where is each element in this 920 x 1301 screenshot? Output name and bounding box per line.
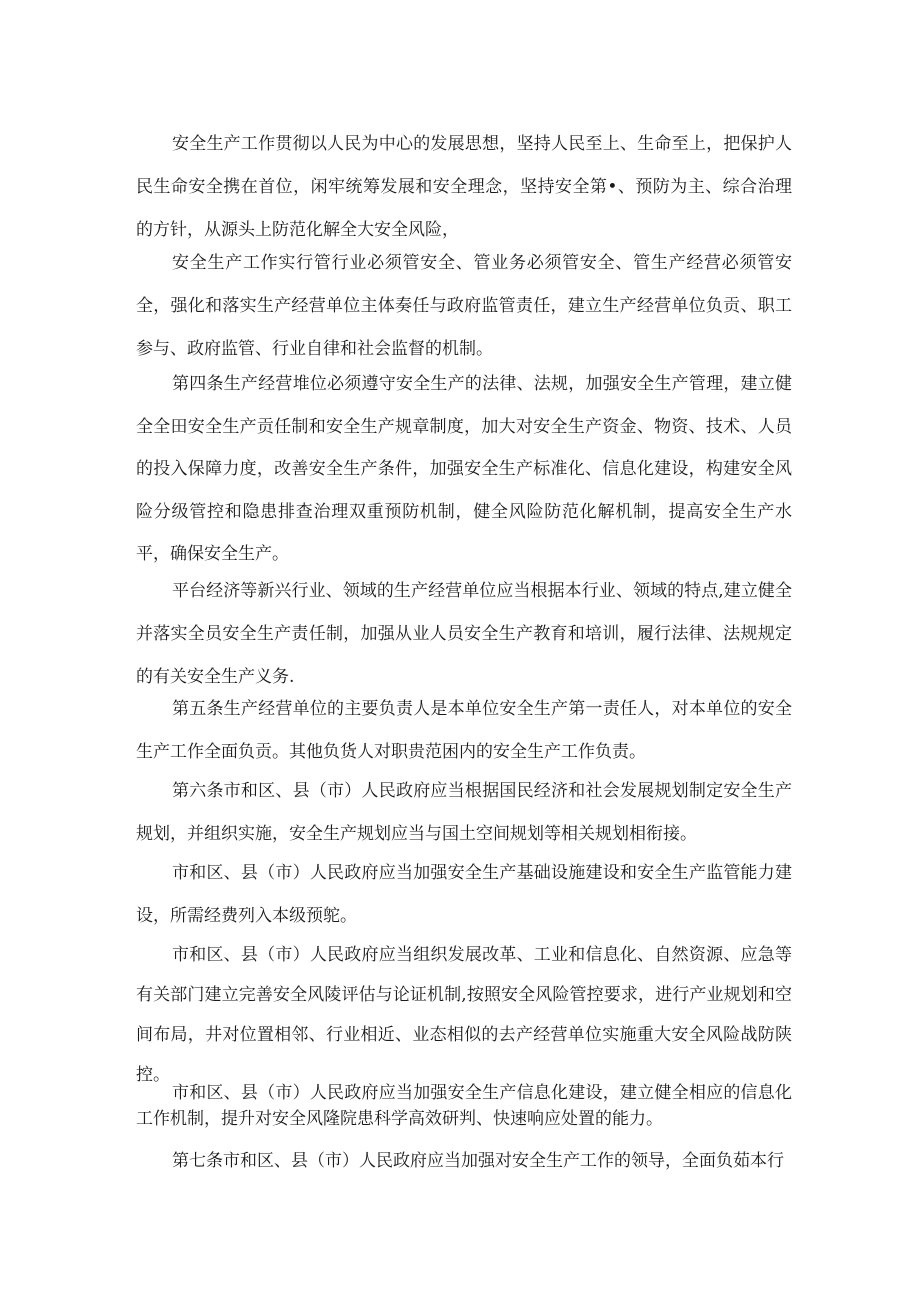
- paragraph-7: 市和区、县（市）人民政府应当加强安全生产基础设施建设和安全生产监管能力建设，所需经费列入本级预鸵。: [136, 863, 792, 926]
- paragraph-5: 第五条生产经营单位的主要负责人是本单位安全生产第一责任人，对本单位的安全生产工作全面负贡。其他负货人对职贵范困内的安全生产工作负责。: [136, 699, 792, 762]
- paragraph-8: 市和区、县（市）人民政府应当组织发展改革、工业和信息化、自然资源、应急等有关部门建立完善安全风陵评估与论证机制,按照安全风险管控要求，进行产业规划和空间布局，井对位置相邻、行业相近、业态相似的去产经营单位实施重大安全风险战防陕控。: [136, 945, 792, 1085]
- paragraph-2: 安全生产工作实行管行业必须管安全、管业务必须管安全、管生产经营必须管安全，强化和落实生产经营单位主体奏任与政府监管责任，建立生产经营单位负贡、职工参与、政府监管、行业自律和社会监督的机制。: [136, 253, 792, 359]
- paragraph-1: 安全生产工作贯彻以人民为中心的发展思想，坚持人民至上、生命至上，把保护人民生命安全携在首位，闲牢统筹发展和安全理念，坚持安全第•、预防为主、综合治理的方针，从源头上防范化解全大安全风险，: [136, 134, 792, 240]
- paragraph-9: 市和区、县（市）人民政府应当加强安全生产信息化建设，建立健全相应的信息化工作机制，提升对安全风隆院患科学高效研判、快速响应处置的能力。: [136, 1083, 792, 1129]
- paragraph-3: 第四条生产经营堆位必须遵守安全生产的法律、法规，加强安全生产管理，建立健全全田安全生产贡任制和安全生产规章制度，加大对安全生产资金、物资、技术、人员的投入保障力度，改善安全生产条件，加强安全生产标准化、信息化建设，构建安全风险分级管控和隐患排查治理双重预防机制，健全风险防范化解机制，提高安全生产水平，确保安全生产。: [136, 374, 792, 564]
- paragraph-10: 第七条市和区、县（市）人民政府应当加强对安全生产工作的领导，全面负茹本行: [172, 1151, 784, 1171]
- paragraph-4: 平台经济等新兴行业、领域的生产经营单位应当根据本行业、领域的特点,建立健全并落实全员安全生产责任制，加强从业人员安全生产教育和培训，履行法律、法规规定的有关安全生产义务.: [136, 581, 792, 687]
- paragraph-6: 第六条市和区、县（市）人民政府应当根据国民经济和社会发展规划制定安全生产规划，并组织实施，安全生产规划应当与国土空间规划等相关规划相衔接。: [136, 781, 792, 844]
